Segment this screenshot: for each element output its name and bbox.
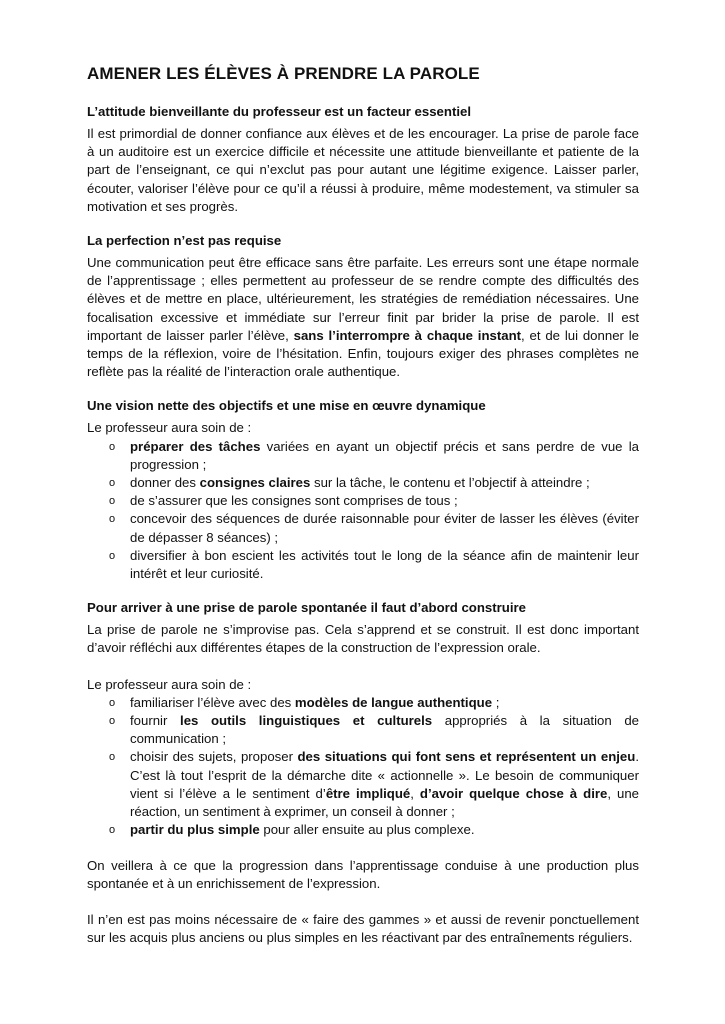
document-title: AMENER LES ÉLÈVES À PRENDRE LA PAROLE <box>87 64 480 83</box>
bullet-icon: o <box>109 477 116 490</box>
list-item <box>87 712 639 748</box>
closing-paragraph: Il n’en est pas moins nécessaire de « faire des gammes » et aussi de revenir ponctuellement sur les acquis plus anciens ou plus simples en les réactivant par des entraînements réguliers. <box>87 911 639 946</box>
spacer <box>87 658 639 676</box>
item-text: concevoir des séquences de durée raisonnable pour éviter de lasser les élèves (éviter de dépasser 8 séances) ; <box>130 511 639 545</box>
paragraph-emphasis: sans l’interrompre à chaque instant <box>293 327 522 343</box>
list-item <box>87 474 639 492</box>
bullet-icon: o <box>109 751 116 764</box>
item-text: de s’assurer que les consignes sont comprises de tous ; <box>130 493 458 509</box>
bullet-icon: o <box>109 513 116 526</box>
spacer <box>87 893 639 911</box>
item-text: pour aller ensuite au plus complexe. <box>259 822 475 838</box>
section-heading: Une vision nette des objectifs et une mise en œuvre dynamique <box>87 398 486 414</box>
item-emphasis: modèles de langue authentique <box>294 694 493 710</box>
item-emphasis: partir du plus simple <box>130 822 260 838</box>
list-item <box>87 547 639 583</box>
section-paragraph: Il est primordial de donner confiance aux élèves et de les encourager. La prise de parole face à un auditoire est un exercice difficile et nécessite une attitude bienveillante et patiente de la part de l’enseignant, ce qui n’exclut pas pour autant une légitime exigence. Laisser parler, écouter, valoriser l’élève pour ce qu’il a réussi à produire, même modestement, va stimuler sa motivation et ses progrès. <box>87 126 639 214</box>
item-text: variées en ayant un objectif précis et sans perdre de vue la progression ; <box>130 438 639 472</box>
item-emphasis: des situations qui font sens et représentent un enjeu <box>297 749 636 765</box>
item-emphasis: les outils linguistiques et culturels <box>180 713 433 729</box>
bullet-icon: o <box>109 824 116 837</box>
item-text: donner des <box>130 475 200 491</box>
list-item <box>87 694 639 712</box>
item-text: , <box>410 785 420 801</box>
bullet-icon: o <box>109 696 116 709</box>
item-text: ; <box>492 694 500 710</box>
item-text: familiariser l’élève avec des <box>130 694 295 710</box>
bullet-icon: o <box>109 440 116 453</box>
section-paragraph <box>87 254 639 381</box>
list-item <box>87 821 639 839</box>
bullet-list <box>87 694 639 840</box>
list-item <box>87 748 639 821</box>
bullet-icon: o <box>109 715 116 728</box>
paragraph-text: Une communication peut être efficace sans être parfaite. Les erreurs sont une étape normale de l’apprentissage ; elles permettent au professeur de se rendre compte des difficultés des élèves et de mettre en place, ultérieurement, les stratégies de remédiation nécessaires. Une focalisation excessive et immédiate sur l’erreur finit par brider la prise de parole. Il est important de laisser parler l’élève, <box>87 255 639 343</box>
section-construire <box>87 600 639 839</box>
item-text: appropriés à la situation de communication ; <box>130 713 640 747</box>
item-text: fournir <box>130 713 181 729</box>
section-perfection <box>87 233 639 381</box>
paragraph-text: , et de lui donner le temps de la réflexion, voire de l’hésitation. Enfin, toujours exiger des phrases complètes ne reflète pas la réalité de l’interaction orale authentique. <box>87 327 639 380</box>
item-text: choisir des sujets, proposer <box>130 749 298 765</box>
section-paragraph: La prise de parole ne s’improvise pas. Cela s’apprend et se construit. Il est donc important d’avoir réfléchi aux différentes étapes de la construction de l’expression orale. <box>87 622 639 656</box>
section-heading: La perfection n’est pas requise <box>87 233 282 249</box>
document-page <box>87 64 639 947</box>
item-text: . C’est là tout l’esprit de la démarche dite « actionnelle ». Le besoin de communiquer vient si l’élève a le sentiment d’ <box>130 749 639 801</box>
list-intro: Le professeur aura soin de : <box>87 676 252 692</box>
item-emphasis: être impliqué <box>325 785 411 801</box>
list-item <box>87 492 639 510</box>
item-text: sur la tâche, le contenu et l’objectif à atteindre ; <box>310 475 590 491</box>
closing-paragraph: On veillera à ce que la progression dans l’apprentissage conduise à une production plus spontanée et à un enrichissement de l’expression. <box>87 857 639 891</box>
section-attitude <box>87 104 639 216</box>
section-heading: L’attitude bienveillante du professeur est un facteur essentiel <box>87 104 472 119</box>
bullet-list <box>87 438 639 584</box>
item-emphasis: consignes claires <box>199 475 311 491</box>
bullet-icon: o <box>109 495 116 508</box>
section-heading: Pour arriver à une prise de parole spontanée il faut d’abord construire <box>87 600 526 616</box>
list-item <box>87 510 639 546</box>
item-text: diversifier à bon escient les activités tout le long de la séance afin de maintenir leur intérêt et leur curiosité. <box>130 547 639 582</box>
item-emphasis: préparer des tâches <box>130 438 261 454</box>
list-intro: Le professeur aura soin de : <box>87 420 252 436</box>
item-text: , une réaction, un sentiment à exprimer, un conseil à donner ; <box>130 785 640 820</box>
bullet-icon: o <box>109 549 116 562</box>
section-objectifs <box>87 398 639 583</box>
list-item <box>87 438 639 474</box>
item-emphasis: d’avoir quelque chose à dire <box>419 785 608 801</box>
